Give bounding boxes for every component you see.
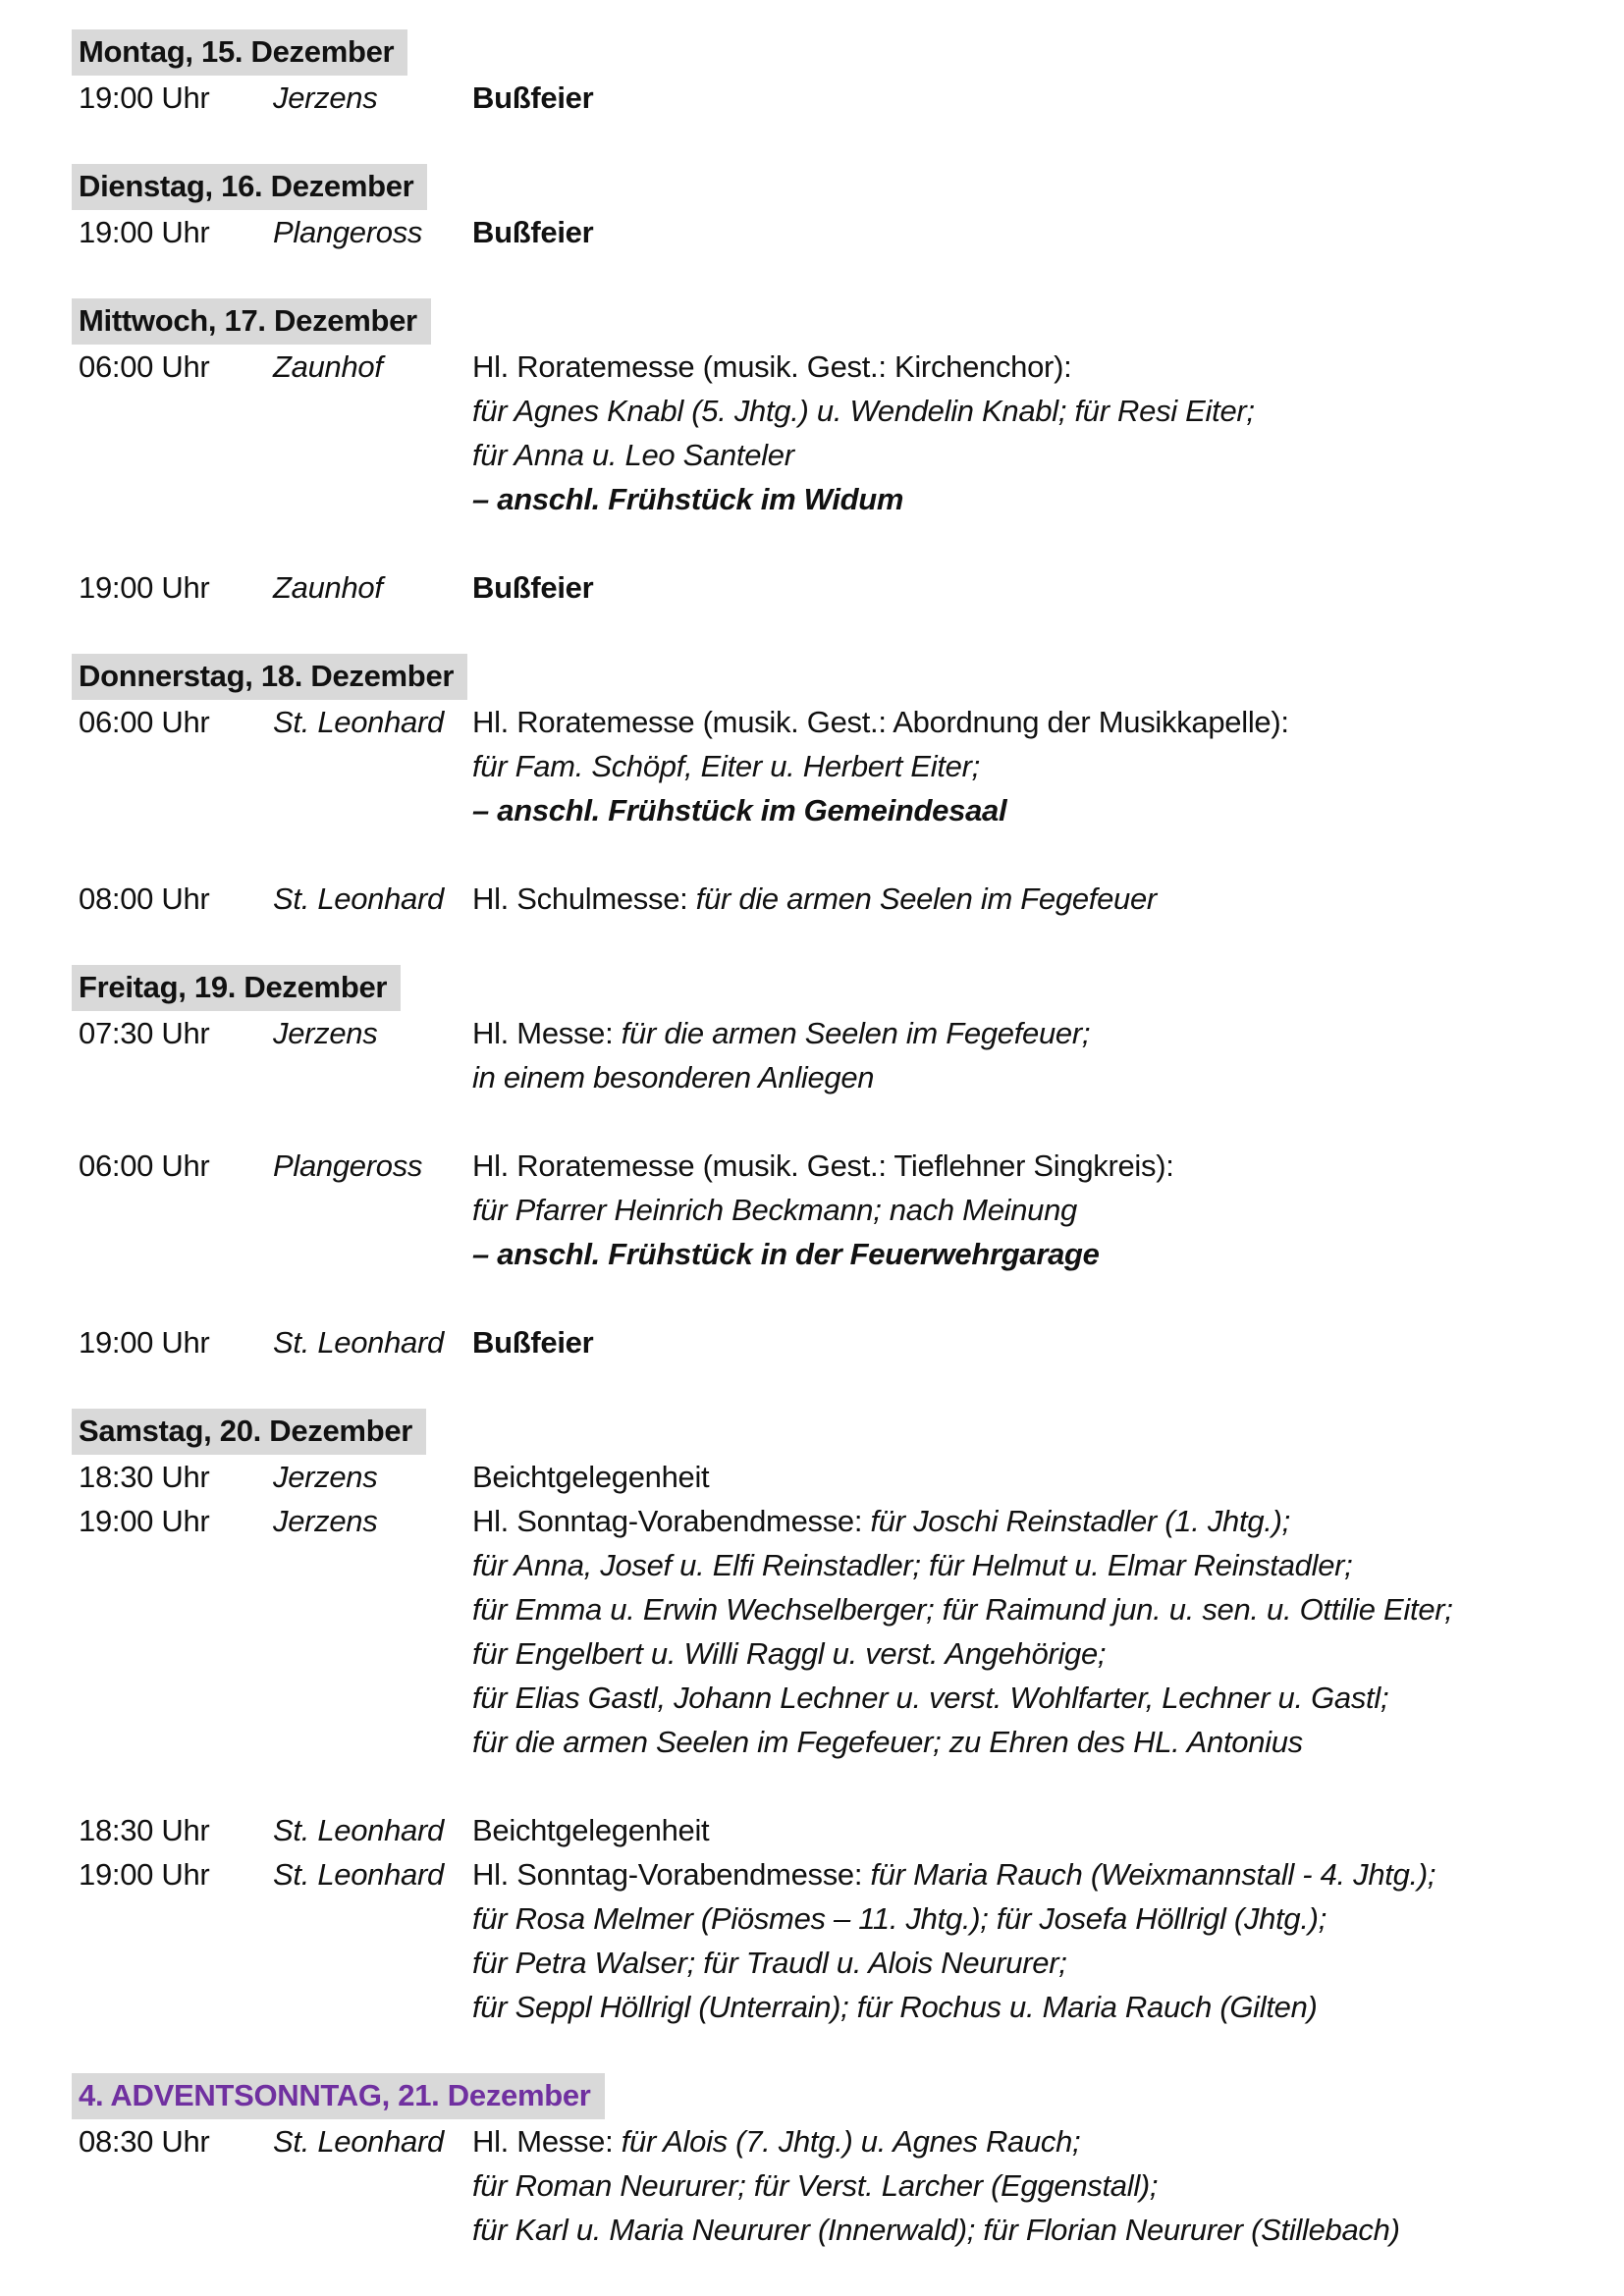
description-line <box>472 433 1604 477</box>
day-header-label: Donnerstag, 18. Dezember <box>72 654 467 700</box>
description-line <box>472 345 1604 389</box>
event-time: 18:30 Uhr <box>79 1460 210 1494</box>
description-line <box>472 1720 1604 1764</box>
description-line <box>472 744 1604 788</box>
event-place: Plangeross <box>273 215 423 249</box>
description-line <box>472 2119 1604 2163</box>
description-line <box>472 788 1604 832</box>
event-time: 06:00 Uhr <box>79 705 210 739</box>
description-line <box>472 1188 1604 1232</box>
description-line <box>472 1808 1604 1852</box>
day-header <box>79 29 1604 76</box>
description-line <box>472 1896 1604 1941</box>
event-time: 19:00 Uhr <box>79 1504 210 1538</box>
event-time: 08:00 Uhr <box>79 881 210 916</box>
description-segment: – anschl. Frühstück im Gemeindesaal <box>472 793 1007 828</box>
event-time: 06:00 Uhr <box>79 349 210 384</box>
event-group <box>79 210 1604 254</box>
description-segment: Bußfeier <box>472 1325 594 1360</box>
event-place: Jerzens <box>273 80 378 115</box>
event-description <box>472 565 1604 610</box>
event-place: St. Leonhard <box>273 705 444 739</box>
event-place: Jerzens <box>273 1460 378 1494</box>
event-place: Zaunhof <box>273 349 383 384</box>
description-segment: für die armen Seelen im Fegefeuer <box>695 881 1157 916</box>
event-place: Jerzens <box>273 1016 378 1050</box>
event-row <box>79 565 1604 610</box>
description-segment: Hl. Roratemesse (musik. Gest.: Abordnung der Musikkapelle): <box>472 705 1289 739</box>
event-group <box>79 1320 1604 1364</box>
day-section <box>79 654 1604 921</box>
description-segment: für die armen Seelen im Fegefeuer; <box>621 1016 1091 1050</box>
event-row <box>79 1011 1604 1099</box>
description-segment: für Maria Rauch (Weixmannstall - 4. Jhtg.); <box>870 1857 1436 1892</box>
description-segment: für Joschi Reinstadler (1. Jhtg.); <box>870 1504 1290 1538</box>
description-line <box>472 877 1604 921</box>
day-header-label: Montag, 15. Dezember <box>72 29 407 76</box>
event-place: St. Leonhard <box>273 1325 444 1360</box>
description-line <box>472 1543 1604 1587</box>
description-segment: für Elias Gastl, Johann Lechner u. verst. Wohlfarter, Lechner u. Gastl; <box>472 1681 1389 1715</box>
event-group <box>79 345 1604 521</box>
event-group <box>79 2119 1604 2252</box>
event-description <box>472 345 1604 521</box>
event-description <box>472 1499 1604 1764</box>
description-segment: Beichtgelegenheit <box>472 1813 710 1847</box>
description-line <box>472 1941 1604 1985</box>
event-row <box>79 1144 1604 1276</box>
description-segment: für Rosa Melmer (Piösmes – 11. Jhtg.); für Josefa Höllrigl (Jhtg.); <box>472 1901 1327 1936</box>
event-description <box>472 210 1604 254</box>
day-section <box>79 1409 1604 2029</box>
day-header <box>79 1409 1604 1455</box>
description-segment: für Petra Walser; für Traudl u. Alois Neururer; <box>472 1946 1067 1980</box>
event-row <box>79 1320 1604 1364</box>
description-line <box>472 700 1604 744</box>
description-segment: für Anna u. Leo Santeler <box>472 438 794 472</box>
description-line <box>472 1499 1604 1543</box>
event-group <box>79 565 1604 610</box>
day-section <box>79 29 1604 120</box>
event-place: Plangeross <box>273 1148 423 1183</box>
description-segment: in einem besonderen Anliegen <box>472 1060 875 1095</box>
event-description <box>472 1011 1604 1099</box>
day-header-label: Freitag, 19. Dezember <box>72 965 401 1011</box>
day-header-label: 4. ADVENTSONNTAG, 21. Dezember <box>72 2073 605 2119</box>
event-row <box>79 2119 1604 2252</box>
event-description <box>472 2119 1604 2252</box>
description-line <box>472 1676 1604 1720</box>
description-line <box>472 565 1604 610</box>
description-line <box>472 1144 1604 1188</box>
event-group <box>79 877 1604 921</box>
day-section <box>79 164 1604 254</box>
event-description <box>472 877 1604 921</box>
event-row <box>79 210 1604 254</box>
description-segment: Beichtgelegenheit <box>472 1460 710 1494</box>
description-segment: für Alois (7. Jhtg.) u. Agnes Rauch; <box>621 2124 1081 2159</box>
description-line <box>472 2163 1604 2208</box>
description-segment: – anschl. Frühstück im Widum <box>472 482 904 516</box>
event-place: Jerzens <box>273 1504 378 1538</box>
event-row <box>79 1852 1604 2029</box>
description-segment: Hl. Roratemesse (musik. Gest.: Tieflehner Singkreis): <box>472 1148 1174 1183</box>
day-header-label: Samstag, 20. Dezember <box>72 1409 426 1455</box>
event-group <box>79 1011 1604 1099</box>
description-line <box>472 1320 1604 1364</box>
event-description <box>472 1455 1604 1499</box>
day-header-label: Mittwoch, 17. Dezember <box>72 298 431 345</box>
event-row <box>79 1808 1604 1852</box>
description-segment: Hl. Schulmesse: <box>472 881 696 916</box>
event-group <box>79 1808 1604 2029</box>
description-segment: für Anna, Josef u. Elfi Reinstadler; für Helmut u. Elmar Reinstadler; <box>472 1548 1353 1582</box>
event-description <box>472 76 1604 120</box>
description-segment: für Seppl Höllrigl (Unterrain); für Rochus u. Maria Rauch (Gilten) <box>472 1990 1318 2024</box>
event-description <box>472 1808 1604 1852</box>
event-group <box>79 1455 1604 1764</box>
day-section <box>79 965 1604 1364</box>
day-section <box>79 298 1604 610</box>
description-segment: Bußfeier <box>472 570 594 605</box>
event-place: St. Leonhard <box>273 2124 444 2159</box>
event-time: 19:00 Uhr <box>79 80 210 115</box>
description-segment: – anschl. Frühstück in der Feuerwehrgarage <box>472 1237 1100 1271</box>
description-segment: Bußfeier <box>472 80 594 115</box>
event-description <box>472 1852 1604 2029</box>
description-segment: Hl. Sonntag-Vorabendmesse: <box>472 1504 871 1538</box>
description-segment: Bußfeier <box>472 215 594 249</box>
description-segment: für Emma u. Erwin Wechselberger; für Raimund jun. u. sen. u. Ottilie Eiter; <box>472 1592 1453 1627</box>
day-header <box>79 298 1604 345</box>
description-segment: Hl. Messe: <box>472 1016 622 1050</box>
description-segment: für Karl u. Maria Neururer (Innerwald); für Florian Neururer (Stillebach) <box>472 2213 1400 2247</box>
description-line <box>472 2208 1604 2252</box>
description-segment: Hl. Messe: <box>472 2124 622 2159</box>
description-line <box>472 389 1604 433</box>
event-time: 19:00 Uhr <box>79 1857 210 1892</box>
day-header <box>79 2073 1604 2119</box>
description-segment: für Engelbert u. Willi Raggl u. verst. Angehörige; <box>472 1636 1107 1671</box>
description-segment: für Fam. Schöpf, Eiter u. Herbert Eiter; <box>472 749 980 783</box>
event-description <box>472 1320 1604 1364</box>
event-group <box>79 76 1604 120</box>
description-line <box>472 1631 1604 1676</box>
description-segment: Hl. Roratemesse (musik. Gest.: Kirchenchor): <box>472 349 1072 384</box>
description-line <box>472 210 1604 254</box>
event-group <box>79 700 1604 832</box>
description-segment: für Roman Neururer; für Verst. Larcher (Eggenstall); <box>472 2168 1159 2203</box>
event-row <box>79 1499 1604 1764</box>
description-line <box>472 477 1604 521</box>
event-time: 06:00 Uhr <box>79 1148 210 1183</box>
event-place: St. Leonhard <box>273 1813 444 1847</box>
description-line <box>472 1587 1604 1631</box>
event-time: 19:00 Uhr <box>79 570 210 605</box>
event-time: 19:00 Uhr <box>79 1325 210 1360</box>
event-time: 07:30 Uhr <box>79 1016 210 1050</box>
event-group <box>79 1144 1604 1276</box>
event-description <box>472 1144 1604 1276</box>
event-place: St. Leonhard <box>273 881 444 916</box>
description-line <box>472 1985 1604 2029</box>
event-row <box>79 877 1604 921</box>
day-header <box>79 654 1604 700</box>
event-time: 19:00 Uhr <box>79 215 210 249</box>
event-description <box>472 700 1604 832</box>
description-line <box>472 76 1604 120</box>
event-time: 08:30 Uhr <box>79 2124 210 2159</box>
description-line <box>472 1011 1604 1055</box>
description-segment: für Agnes Knabl (5. Jhtg.) u. Wendelin Knabl; für Resi Eiter; <box>472 394 1255 428</box>
event-time: 18:30 Uhr <box>79 1813 210 1847</box>
day-section <box>79 2073 1604 2252</box>
event-place: St. Leonhard <box>273 1857 444 1892</box>
event-row <box>79 345 1604 521</box>
description-line <box>472 1455 1604 1499</box>
description-line <box>472 1055 1604 1099</box>
day-header-label: Dienstag, 16. Dezember <box>72 164 427 210</box>
day-header <box>79 965 1604 1011</box>
event-row <box>79 700 1604 832</box>
day-header <box>79 164 1604 210</box>
description-segment: für Pfarrer Heinrich Beckmann; nach Meinung <box>472 1193 1078 1227</box>
event-row <box>79 76 1604 120</box>
description-segment: für die armen Seelen im Fegefeuer; zu Ehren des HL. Antonius <box>472 1725 1303 1759</box>
description-segment: Hl. Sonntag-Vorabendmesse: <box>472 1857 871 1892</box>
description-line <box>472 1852 1604 1896</box>
event-place: Zaunhof <box>273 570 383 605</box>
event-row <box>79 1455 1604 1499</box>
description-line <box>472 1232 1604 1276</box>
